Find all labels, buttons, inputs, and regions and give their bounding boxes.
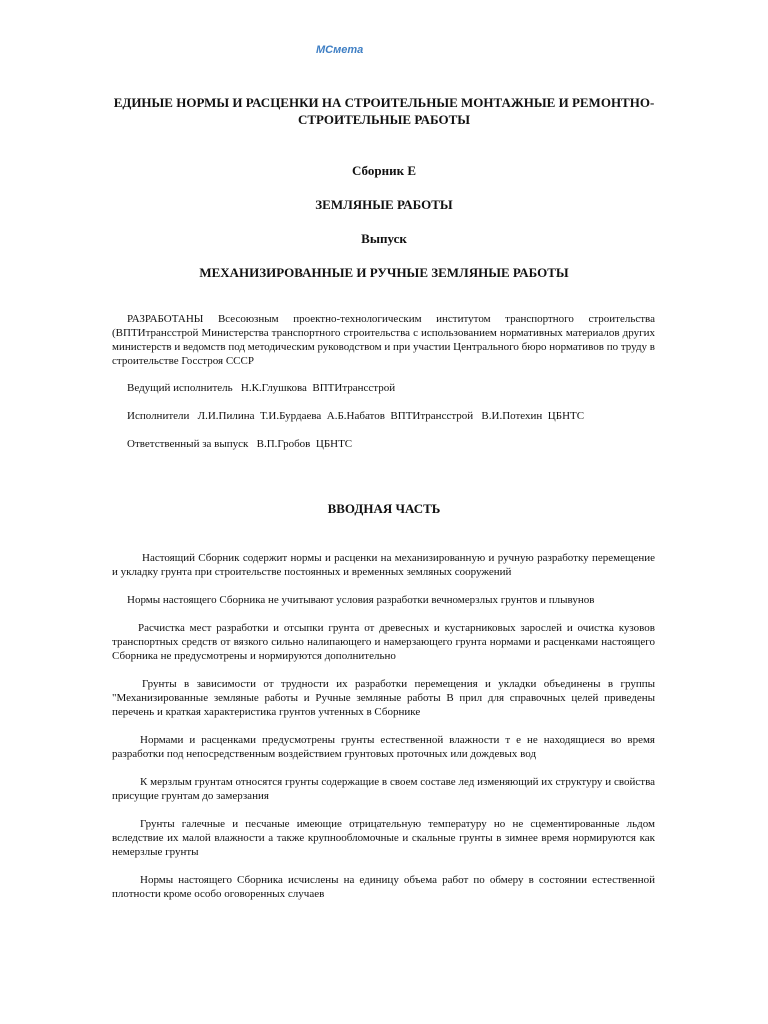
intro-paragraph-7: Грунты галечные и песчаные имеющие отрицательную температуру но не сцементированные льдом вследствие их малой влажности а также крупнообломочные и скальные грунты в зимнее время нормируются как немерзлые грунты	[112, 818, 655, 858]
intro-paragraph-8: Нормы настоящего Сборника исчислены на единицу объема работ по обмеру в состоянии естественной плотности кроме особо оговоренных случаев	[112, 874, 655, 900]
intro-paragraph-6: К мерзлым грунтам относятся грунты содержащие в своем составе лед изменяющий их структуру и свойства присущие грунтам до замерзания	[112, 776, 655, 802]
performers-line: Исполнители Л.И.Пилина Т.И.Бурдаева А.Б.Набатов ВПТИтрансстрой В.И.Потехин ЦБНТС	[127, 410, 585, 422]
brand-logo-text: МСмета	[316, 44, 364, 56]
intro-paragraph-3: Расчистка мест разработки и отсыпки грунта от древесных и кустарниковых зарослей и очистка кузовов транспортных средств от вязкого сильно налипающего и намерзающего грунта нормами и расценками настоящего Сборника не предусмотрены и нормируются дополнительно	[112, 622, 655, 662]
intro-paragraph-2: Нормы настоящего Сборника не учитывают условия разработки вечномерзлых грунтов и плывунов	[127, 594, 595, 606]
collection-label: Сборник Е	[352, 163, 416, 178]
intro-heading: ВВОДНАЯ ЧАСТЬ	[327, 501, 441, 516]
intro-paragraph-4: Грунты в зависимости от трудности их разработки перемещения и укладки объединены в группы "Механизированные земляные работы и Ручные земляные работы В прил для справочных целей приведены перечень и краткая характеристика грунтов учтенных в Сборнике	[112, 678, 655, 718]
developed-by-paragraph: РАЗРАБОТАНЫ Всесоюзным проектно-технологическим институтом транспортного строительства (ВПТИтрансстрой Министерства транспортного строительства с использованием нормативных материалов других министерств и ведомств под методическим руководством и при участии Центрального бюро нормативов по труду в строительстве Госстроя СССР	[112, 313, 655, 367]
issue-title: МЕХАНИЗИРОВАННЫЕ И РУЧНЫЕ ЗЕМЛЯНЫЕ РАБОТЫ	[199, 265, 569, 280]
lead-performer-line: Ведущий исполнитель Н.К.Глушкова ВПТИтрансстрой	[127, 382, 396, 394]
intro-paragraph-5: Нормами и расценками предусмотрены грунты естественной влажности т е не находящиеся во время разработки под непосредственным воздействием грунтовых проточных или дождевых вод	[112, 734, 655, 760]
section-title: ЗЕМЛЯНЫЕ РАБОТЫ	[315, 197, 453, 212]
intro-paragraph-1: Настоящий Сборник содержит нормы и расценки на механизированную и ручную разработку перемещение и укладку грунта при строительстве постоянных и временных земляных сооружений	[112, 552, 655, 578]
responsible-line: Ответственный за выпуск В.П.Гробов ЦБНТС	[127, 438, 353, 450]
document-title: ЕДИНЫЕ НОРМЫ И РАСЦЕНКИ НА СТРОИТЕЛЬНЫЕ МОНТАЖНЫЕ И РЕМОНТНО-СТРОИТЕЛЬНЫЕ РАБОТЫ	[113, 95, 655, 127]
issue-label: Выпуск	[361, 231, 407, 246]
